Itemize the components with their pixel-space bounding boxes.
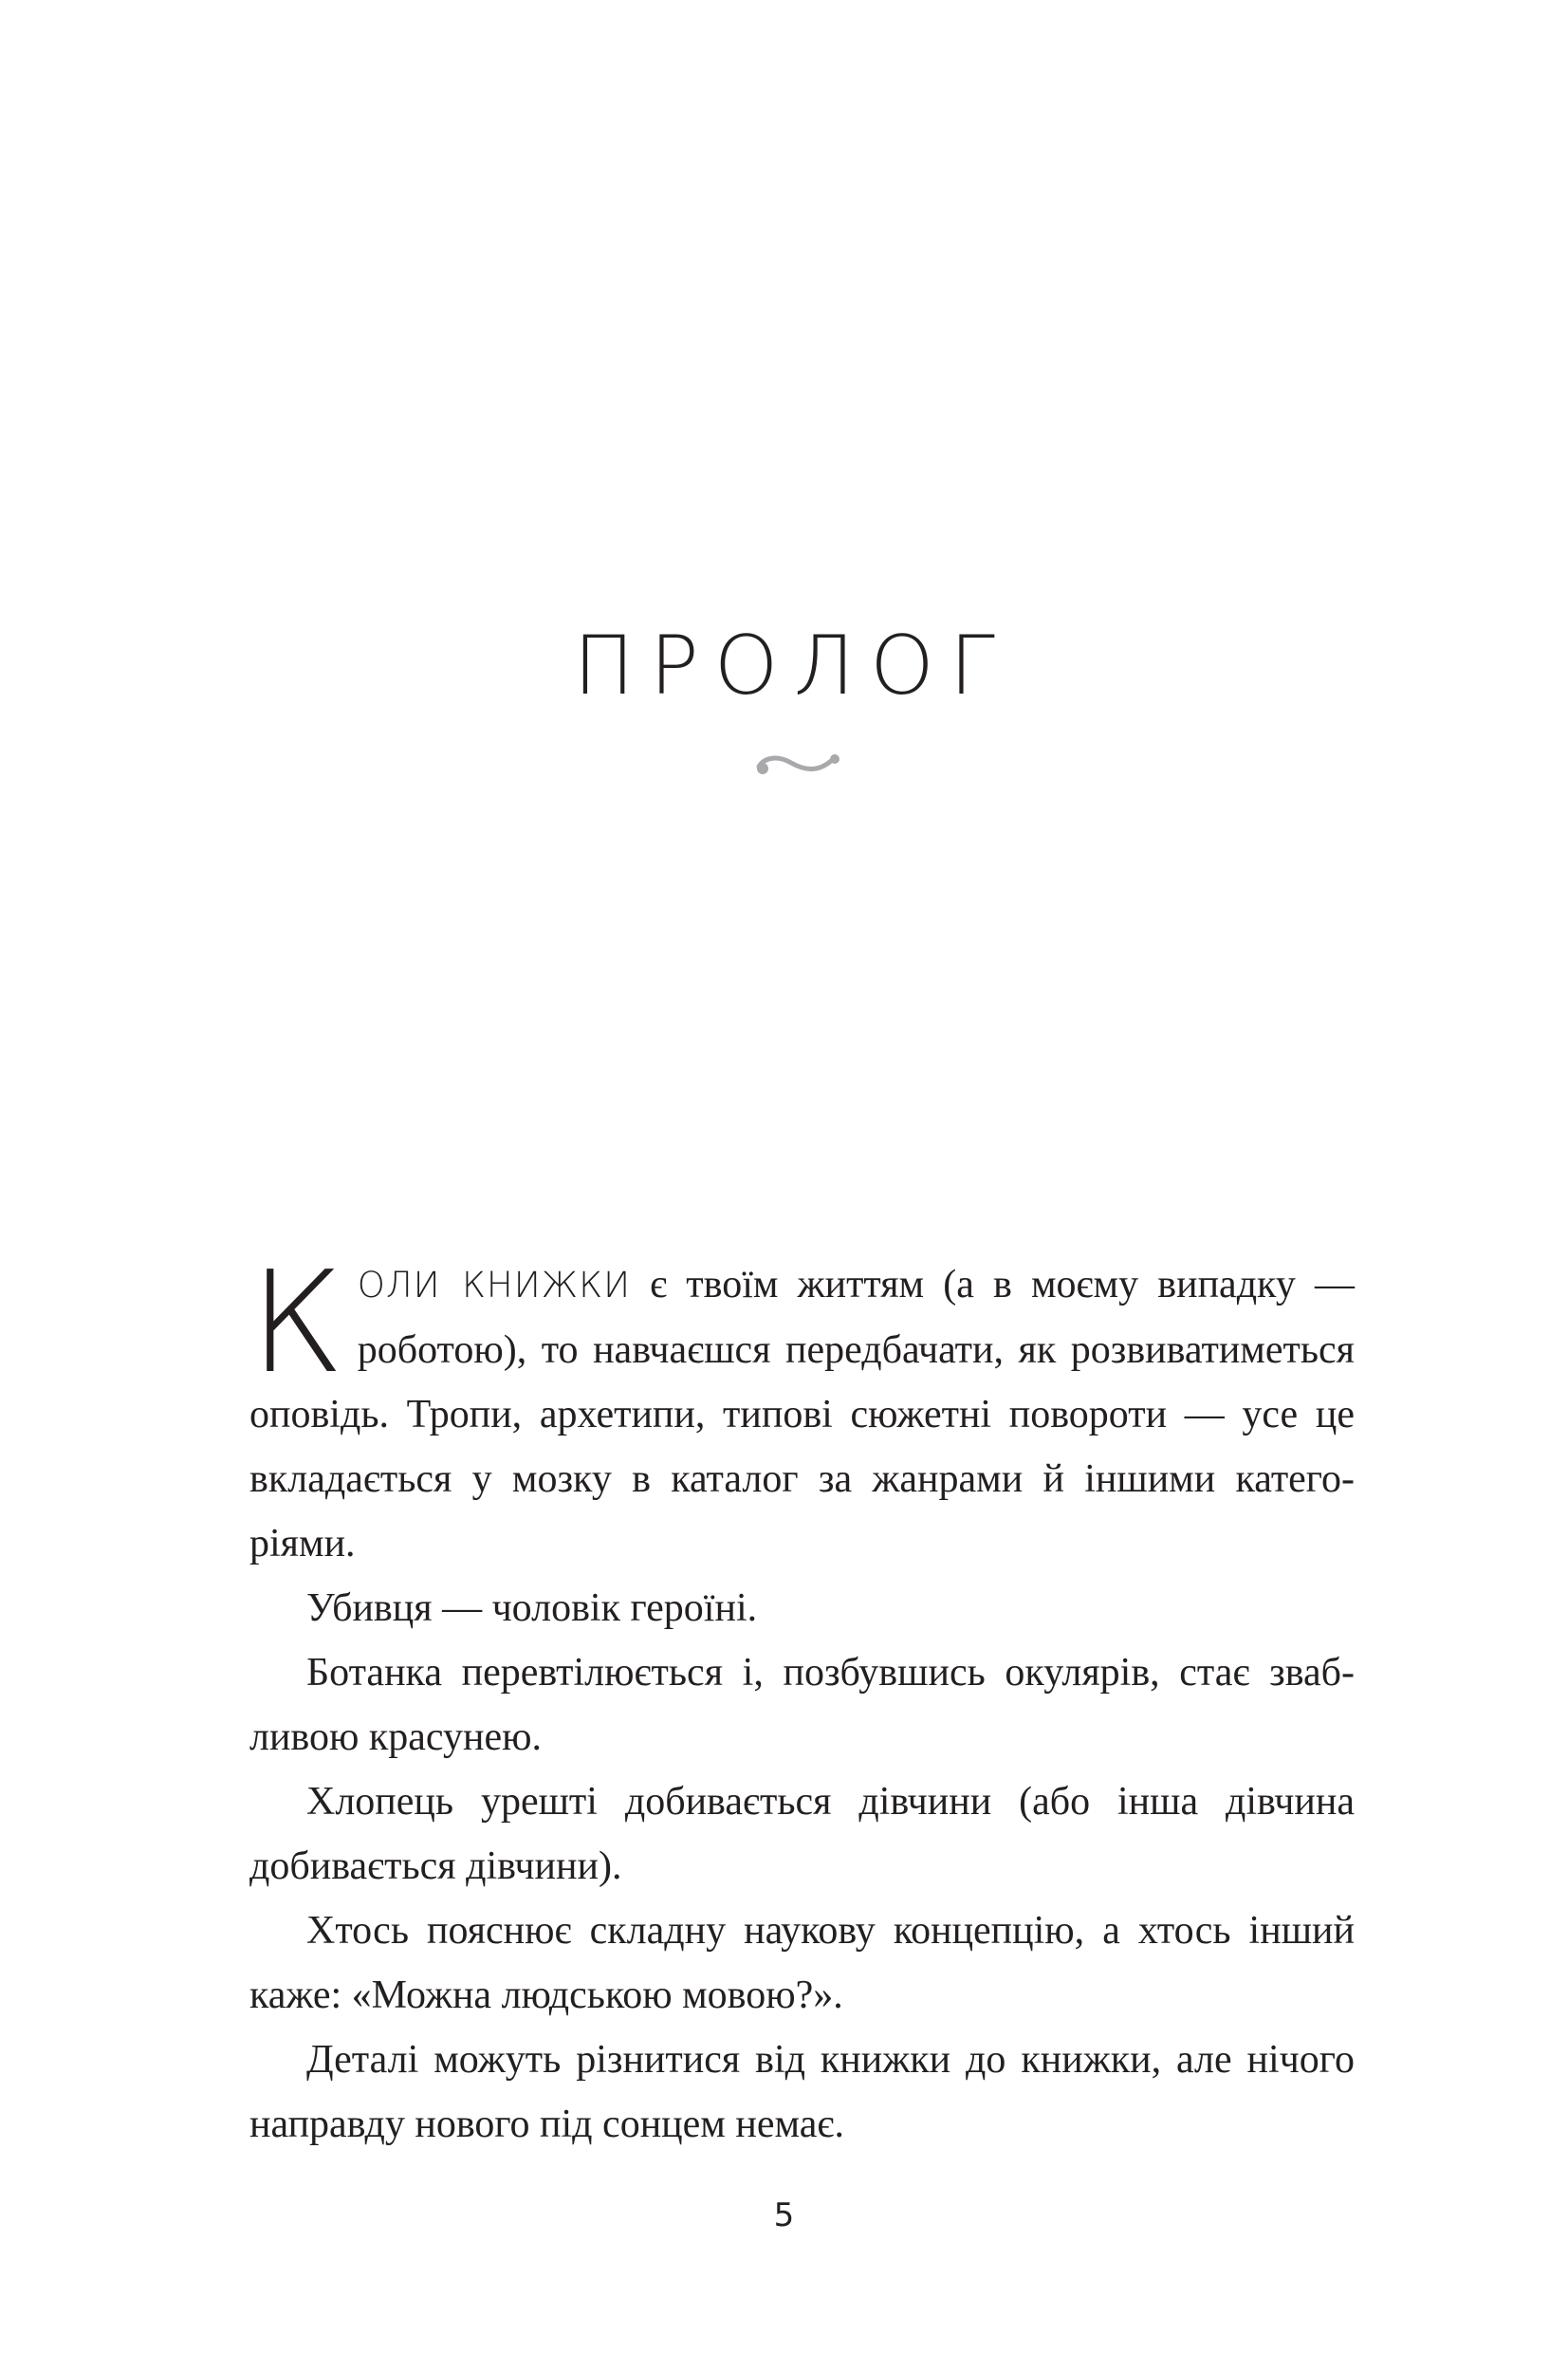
paragraph: Деталі можуть різнитися від книжки до книжки, але нічого направду нового під сонцем немає. (249, 2038, 1355, 2146)
paragraph: Убивця — чоловік героїні. (306, 1586, 758, 1630)
drop-cap: К (249, 1241, 344, 1404)
chapter-title: ПРОЛОГ (573, 619, 1010, 713)
body-text (249, 1241, 1355, 2157)
paragraph: Ботанка перевтілюється і, позбувшись окулярів, стає звабливою красунею. (249, 1651, 1355, 1759)
paragraph: Хлопець урешті добивається дівчини (або інша дівчина добивається дівчини). (249, 1780, 1355, 1888)
lead-caps: ОЛИ КНИЖКИ (357, 1265, 632, 1306)
page-number: 5 (773, 2196, 795, 2234)
first-paragraph-text: є твоїм життям (а в моєму випадку — роботою), то навчаєшся передбачати, як розвиватиметься оповідь. Тропи, архетипи, типові сюжетні повороти — усе це вкладається у мозку в каталог за жанрами й іншими категоріями. (249, 1263, 1355, 1566)
paragraph: Хтось пояснює складну наукову концепцію, а хтось інший каже: «Можна людською мовою?». (249, 1909, 1355, 2017)
tilde-swash-ornament-icon (755, 750, 842, 778)
first-paragraph (249, 1241, 1355, 1576)
